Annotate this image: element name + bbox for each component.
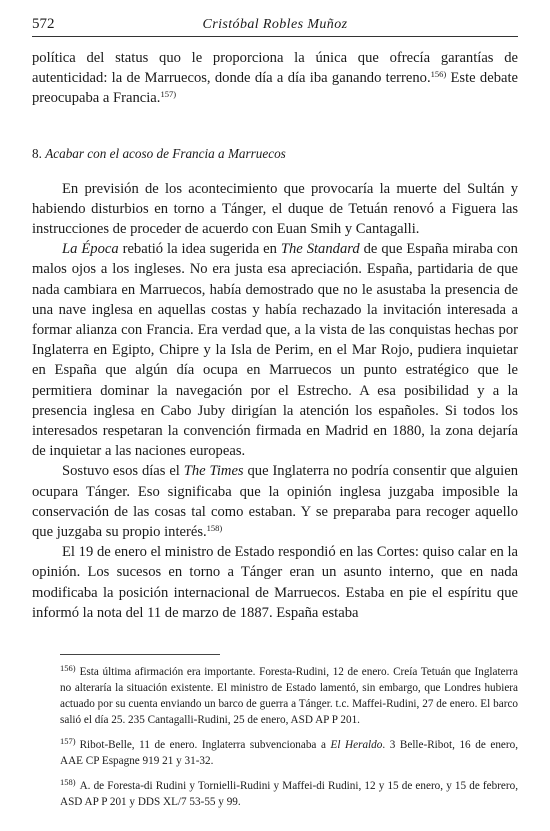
paragraph-continuation: [32, 48, 518, 109]
footnote-158: [60, 778, 518, 810]
footnote-text: Esta última afirmación era importante. Foresta-Rudini, 12 de enero. Creía Tetuán que Inglaterra no alteraría la situación existente. El ministro de Estado lamentó, sin embargo, que Londres hubiera actuado por su cuenta enviando un barco de guerra a Tánger. t.c. Maffei-Rudini, 27 de enero. El barco salió el día 25. 235 Cantagalli-Rudini, 25 de enero, ASD AP P 201.: [60, 666, 518, 726]
footnote-rule: [60, 654, 220, 655]
footnote-text: . 3 Belle-Ribot, 16 de enero, AAE CP Espagne 919 21 y 31-32.: [60, 739, 518, 767]
paragraph-text: política del status quo le proporciona la única que ofrecía garantías de autenticidad: la de Marruecos, donde día a día iba ganando terreno.: [32, 50, 518, 87]
section-number: 8.: [32, 145, 46, 161]
footnote-ref-157: 157): [160, 89, 177, 100]
footnote-text: Ribot-Belle, 11 de enero. Inglaterra subvencionaba a: [79, 739, 331, 751]
footnote-text: A. de Foresta-di Rudini y Tornielli-Rudini y Maffei-di Rudini, 12 y 15 de enero, y 15 de febrero, ASD AP P 201 y DDS XL/7 53-55 y 99.: [60, 780, 518, 808]
header-rule: [32, 36, 518, 37]
paragraph-text: rebatió la idea sugerida en: [118, 241, 281, 258]
newspaper-title: The Standard: [280, 241, 360, 258]
newspaper-title: La Época: [62, 241, 119, 258]
paragraph: En previsión de los acontecimiento que provocaría la muerte del Sultán y habiendo disturbios en torno a Tánger, el duque de Tetuán renovó a Figuera las instrucciones de proceder de acuerdo con Euan Smih y Cantagalli.: [32, 180, 518, 238]
section-title: Acabar con el acoso de Francia a Marruecos: [45, 145, 286, 161]
paragraph: [32, 461, 518, 542]
footnote-ref-156: 156): [430, 69, 447, 80]
page-header: [32, 14, 518, 36]
footnote-number: 157): [60, 736, 76, 746]
footnote-ref-158: 158): [206, 523, 223, 534]
page-number: 572: [32, 16, 55, 32]
newspaper-title: El Heraldo: [330, 739, 383, 751]
footnote-number: 156): [60, 663, 76, 673]
paragraph: El 19 de enero el ministro de Estado respondió en las Cortes: quiso calar en la opinión. Los sucesos en torno a Tánger eran un asunto interno, que en nada modificaba la posición internacional de Marruecos. Estaba en pie el espíritu que informó la nota del 11 de marzo de 1887. España estaba: [32, 544, 518, 621]
main-text: [32, 48, 518, 623]
footnotes: [60, 664, 518, 819]
paragraph: [32, 239, 518, 461]
paragraph-text: Este debate preocupaba a Francia.: [32, 70, 518, 107]
footnote-157: [60, 737, 518, 769]
footnote-156: [60, 664, 518, 728]
newspaper-title: The Times: [183, 463, 244, 480]
running-head: Cristóbal Robles Muñoz: [202, 17, 348, 32]
paragraph-text: que Inglaterra no podría consentir que alguien ocupara Tánger. Eso significaba que la opinión inglesa juzgaba imposible la conservación de las cosas tal como estaban. Y se preparaba para recoger aquello que juzgaba su propio interés.: [32, 463, 518, 541]
paragraph-text: de que España miraba con malos ojos a los ingleses. No era justa esa apreciación. España, partidaria de que nada cambiara en Marruecos, había demostrado que no le asustaba la presencia de una nave inglesa en aquellas costas y había rechazado la invitación interesada a formar alianza con Francia. Era verdad que, a la vista de las conquistas hechas por Inglaterra en Egipto, Chipre y la Isla de Perim, en el Mar Rojo, pudiera inquietar en España que algún día ocupa en Marruecos un punto estratégico que le permitiera dominar la navegación por el Estrecho. A esa posibilidad y a la presencia inglesa en Cabo Juby dirigían la atención los españoles. Si todos los interesados respetaran la convención firmada en Madrid en 1880, la zona dejaría de inquietar a las naciones europeas.: [32, 241, 518, 460]
section-heading: [32, 145, 518, 163]
footnote-number: 158): [60, 777, 76, 787]
paragraph-text: Sostuvo esos días el: [62, 463, 184, 480]
